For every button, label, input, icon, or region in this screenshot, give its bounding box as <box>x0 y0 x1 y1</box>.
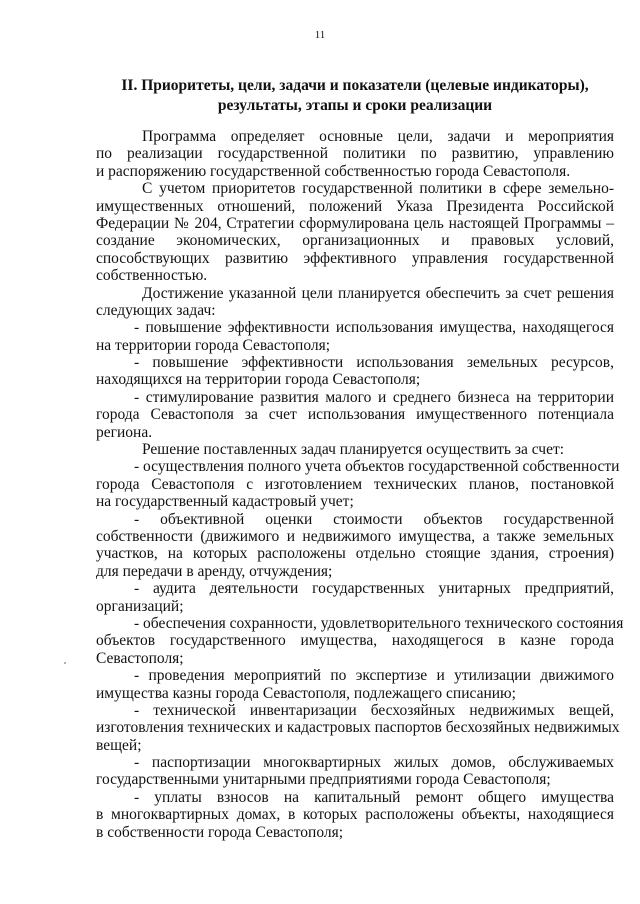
text-line: Федерации № 204, Стратегии сформулирована цель настоящей Программы – <box>96 214 614 232</box>
margin-mark <box>64 662 66 664</box>
text-line: создание экономических, организационных и правовых условий, <box>96 232 614 250</box>
text-line: собственности (движимого и недвижимого имущества, а также земельных <box>96 527 614 545</box>
text-line: города Севастополя за счет использования имущественного потенциала <box>96 406 614 424</box>
body-text <box>96 128 624 841</box>
text-line: - стимулирование развития малого и среднего бизнеса на территории <box>134 388 614 406</box>
text-line: собственностью. <box>96 267 208 285</box>
page-number: 11 <box>314 29 326 41</box>
text-line: находящихся на территории города Севастополя; <box>96 371 421 389</box>
text-line: на территории города Севастополя; <box>96 336 331 354</box>
text-line: Достижение указанной цели планируется обеспечить за счет решения <box>142 284 614 302</box>
text-line: - уплаты взносов на капитальный ремонт общего имущества <box>134 788 614 806</box>
text-line: - объективной оценки стоимости объектов государственной <box>134 510 614 528</box>
text-line: в собственности города Севастополя; <box>96 823 344 841</box>
section-title <box>96 76 614 116</box>
text-line: участков, на которых расположены отдельно стоящие здания, строения) <box>96 545 614 563</box>
text-line: по реализации государственной политики по развитию, управлению <box>96 145 614 163</box>
text-line: для передачи в аренду, отчуждения; <box>96 562 333 580</box>
text-line: С учетом приоритетов государственной политики в сфере земельно- <box>142 180 614 198</box>
text-line: государственными унитарными предприятиями города Севастополя; <box>96 771 551 789</box>
text-line: имущественных отношений, положений Указа Президента Российской <box>96 197 614 215</box>
text-line: - паспортизации многоквартирных жилых домов, обслуживаемых <box>134 754 614 772</box>
text-line: - технической инвентаризации бесхозяйных недвижимых вещей, <box>134 701 614 719</box>
text-line: и распоряжению государственной собственностью города Севастополя. <box>96 162 571 180</box>
text-line: Севастополя; <box>96 649 184 667</box>
text-line: региона. <box>96 423 153 441</box>
text-line: следующих задач: <box>96 301 216 319</box>
text-line: - осуществления полного учета объектов государственной собственности <box>134 458 620 476</box>
section-title-line-2: результаты, этапы и сроки реализации <box>217 97 493 114</box>
text-line: организаций; <box>96 597 184 615</box>
text-line: Решение поставленных задач планируется осуществить за счет: <box>142 441 565 459</box>
text-line: - аудита деятельности государственных унитарных предприятий, <box>134 580 614 598</box>
text-line: способствующих развитию эффективного управления государственной <box>96 249 614 267</box>
text-line: города Севастополя с изготовлением технических планов, постановкой <box>96 475 614 493</box>
text-line: - проведения мероприятий по экспертизе и утилизации движимого <box>134 667 614 685</box>
text-line: Программа определяет основные цели, задачи и мероприятия <box>142 128 614 145</box>
text-line: объектов государственного имущества, находящегося в казне города <box>96 632 614 650</box>
section-title-line-1: II. Приоритеты, цели, задачи и показатели (целевые индикаторы), <box>121 77 589 94</box>
text-line: - обеспечения сохранности, удовлетворительного технического состояния <box>134 614 624 632</box>
text-line: в многоквартирных домах, в которых расположены объекты, находящиеся <box>96 806 614 824</box>
text-line: вещей; <box>96 736 142 754</box>
text-line: имущества казны города Севастополя, подлежащего списанию; <box>96 684 516 702</box>
text-line: - повышение эффективности использования земельных ресурсов, <box>134 354 614 372</box>
text-line: на государственный кадастровый учет; <box>96 493 354 511</box>
text-line: - повышение эффективности использования имущества, находящегося <box>134 319 614 337</box>
text-line: изготовления технических и кадастровых паспортов бесхозяйных недвижимых <box>96 719 620 737</box>
